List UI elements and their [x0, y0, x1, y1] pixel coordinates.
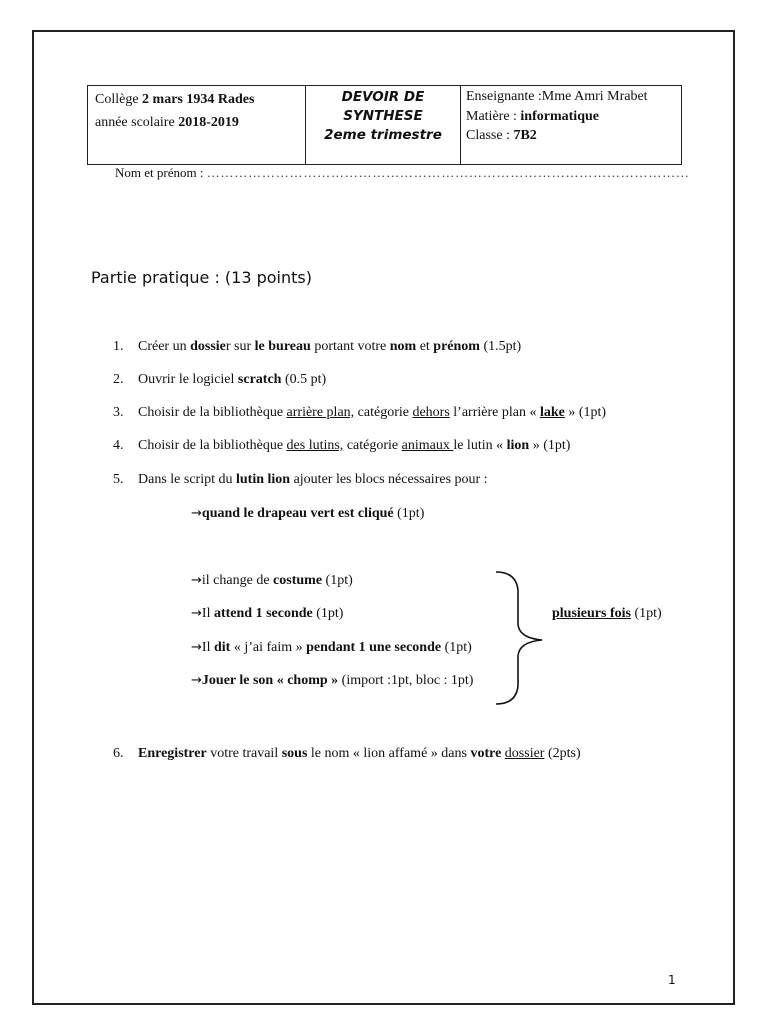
- question-number: 4.: [113, 438, 124, 453]
- name-dots: ……………………………………………………………………………………………: [206, 165, 690, 180]
- page-number: 1: [668, 973, 676, 987]
- section-title: Partie pratique : (13 points): [91, 268, 312, 287]
- question-text: Ouvrir le logiciel scratch (0.5 pt): [138, 372, 327, 387]
- teacher-cell: [461, 86, 681, 164]
- question-text: Dans le script du lutin lion ajouter les blocs nécessaires pour :: [138, 472, 488, 487]
- question-number: 6.: [113, 746, 124, 761]
- exam-title-line1: DEVOIR DE: [341, 89, 425, 105]
- step-change-costume: →il change de costume (1pt): [191, 573, 353, 588]
- arrow-right-icon: →: [191, 506, 202, 521]
- step-wait: →Il attend 1 seconde (1pt): [191, 606, 344, 621]
- arrow-right-icon: →: [191, 673, 202, 688]
- step-say: →Il dit « j’ai faim » pendant 1 une seconde (1pt): [191, 640, 472, 655]
- repeat-points: (1pt): [630, 606, 662, 621]
- question-text: Choisir de la bibliothèque des lutins, catégorie animaux le lutin « lion » (1pt): [138, 438, 571, 453]
- step-play-sound: →Jouer le son « chomp » (import :1pt, bloc : 1pt): [191, 673, 474, 688]
- question-text: Enregistrer votre travail sous le nom « lion affamé » dans votre dossier (2pts): [138, 746, 581, 761]
- question-number: 2.: [113, 372, 124, 387]
- question-text: Choisir de la bibliothèque arrière plan, catégorie dehors l’arrière plan « lake » (1pt): [138, 405, 607, 420]
- name-field-line: [115, 165, 690, 181]
- question-number: 3.: [113, 405, 124, 420]
- arrow-right-icon: →: [191, 606, 202, 621]
- exam-title-cell: [306, 86, 461, 164]
- repeat-note: [552, 606, 662, 622]
- subject: informatique: [520, 108, 599, 124]
- exam-title-line3: 2eme trimestre: [324, 127, 442, 143]
- teacher-line: Enseignante :Mme Amri Mrabet: [466, 89, 648, 104]
- exam-title-line2: SYNTHESE: [343, 108, 423, 124]
- college-line: Collège 2 mars 1934 Rades: [95, 92, 255, 107]
- school-year: 2018-2019: [178, 115, 239, 130]
- arrow-right-icon: →: [191, 640, 202, 655]
- school-year-line: année scolaire 2018-2019: [95, 115, 239, 130]
- question-number: 1.: [113, 339, 124, 354]
- repeat-label: plusieurs fois: [552, 606, 631, 621]
- class-line: Classe : 7B2: [466, 128, 537, 143]
- name-label: Nom et prénom :: [115, 165, 207, 180]
- class-name: 7B2: [513, 128, 537, 143]
- arrow-right-icon: →: [191, 573, 202, 588]
- step-flag-clicked: →quand le drapeau vert est cliqué (1pt): [191, 506, 425, 521]
- header-table: [87, 85, 682, 165]
- college-name: 2 mars 1934 Rades: [142, 92, 255, 107]
- subject-line: Matière : informatique: [466, 108, 599, 124]
- question-text: Créer un dossier sur le bureau portant votre nom et prénom (1.5pt): [138, 339, 522, 354]
- school-cell: [88, 86, 306, 164]
- curly-brace-icon: [492, 568, 552, 708]
- question-number: 5.: [113, 472, 124, 487]
